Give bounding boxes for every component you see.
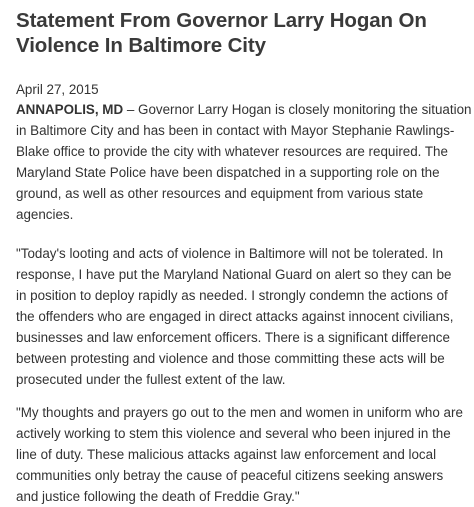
headline [16, 8, 468, 58]
paragraph-intro [16, 99, 472, 225]
paragraph-line: in Baltimore City and has been in contact with Mayor Stephanie Rawlings- [16, 123, 455, 138]
paragraph-line: prosecuted under the fullest extent of the law. [16, 372, 286, 387]
paragraph-line: between protesting and violence and those committing these acts will be [16, 351, 445, 366]
paragraph-line: in position to deploy rapidly as needed. I strongly condemn the actions of [16, 288, 448, 303]
paragraph-line: line of duty. These malicious attacks against law enforcement and local [16, 447, 437, 462]
paragraph-quote-2 [16, 402, 468, 507]
paragraph-line: communities only betray the cause of peaceful citizens seeking answers [16, 468, 444, 483]
dateline: ANNAPOLIS, MD [16, 102, 124, 117]
paragraph-line: actively working to stem this violence and several who been injured in the [16, 426, 451, 441]
paragraph-line: "My thoughts and prayers go out to the men and women in uniform who are [16, 405, 463, 420]
paragraph-line: the offenders who are engaged in direct attacks against innocent civilians, [16, 309, 454, 324]
paragraph-text: – Governor Larry Hogan is closely monitoring the situation [123, 102, 472, 117]
paragraph-line: and justice following the death of Freddie Gray." [16, 489, 300, 504]
paragraph-quote-1 [16, 243, 468, 390]
paragraph-line: Maryland State Police have been dispatched in a supporting role on the [16, 165, 440, 180]
publication-date: April 27, 2015 [16, 82, 99, 97]
headline-line: Statement From Governor Larry Hogan On [16, 9, 427, 32]
paragraph-line: "Today's looting and acts of violence in Baltimore will not be tolerated. In [16, 246, 444, 261]
paragraph-line: response, I have put the Maryland National Guard on alert so they can be [16, 267, 452, 282]
headline-line: Violence In Baltimore City [16, 34, 266, 57]
paragraph-line: agencies. [16, 207, 74, 222]
paragraph-line: Blake office to provide the city with whatever resources are required. The [16, 144, 448, 159]
paragraph-line: businesses and law enforcement officers. There is a significant difference [16, 330, 450, 345]
press-release-article [16, 8, 472, 507]
paragraph-line [16, 99, 472, 120]
paragraph-line: ground, as well as other resources and equipment from various state [16, 186, 424, 201]
